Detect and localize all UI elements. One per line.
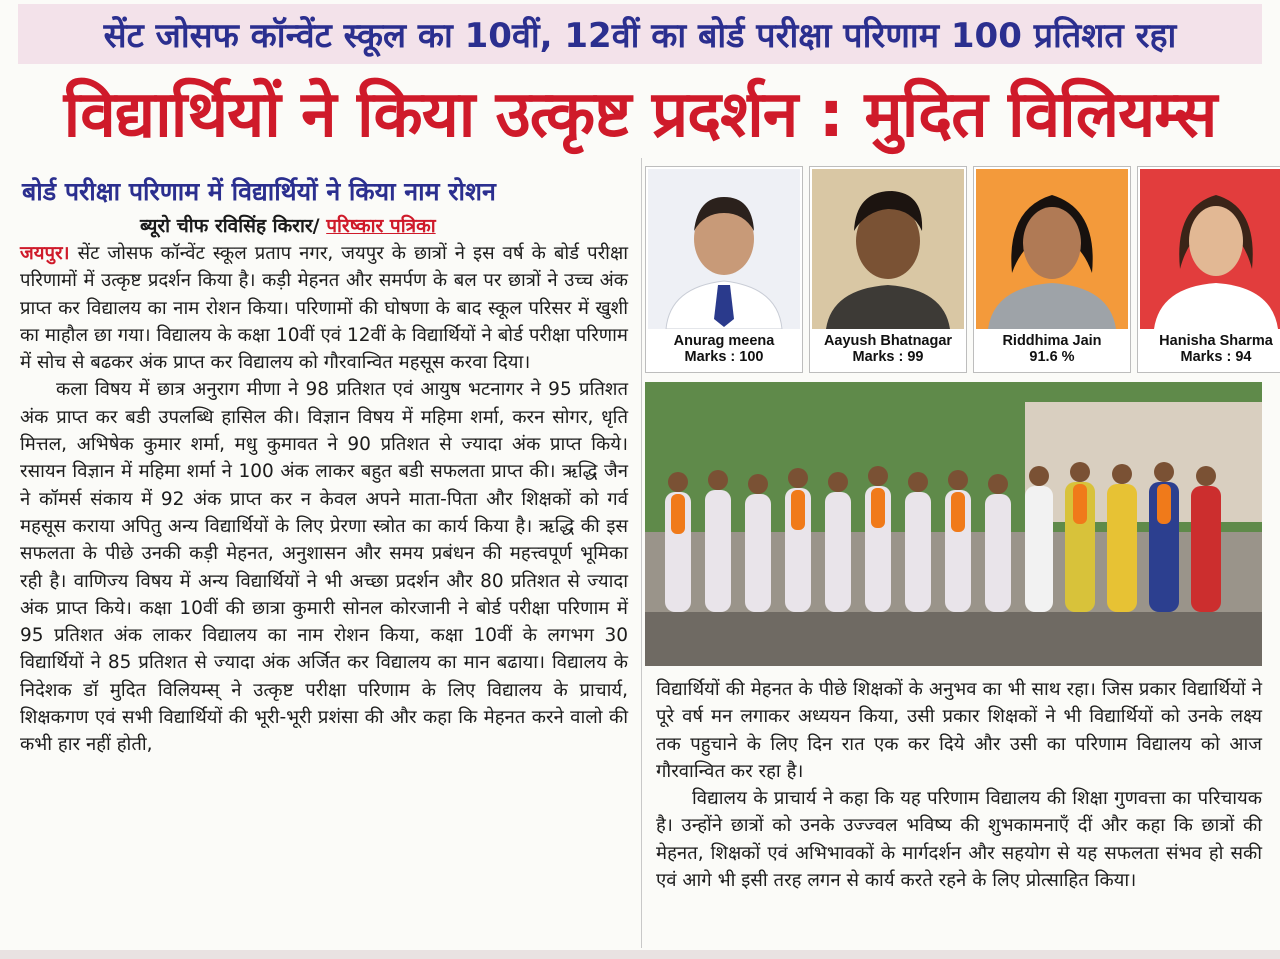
- student-name: Aayush Bhatnagar: [823, 333, 953, 349]
- photo-caption: [674, 333, 775, 365]
- article-right-column: [656, 676, 1262, 894]
- student-score: Marks : 100: [684, 349, 764, 365]
- publication-name: परिष्कार पत्रिका: [326, 215, 436, 237]
- photo-card: [1137, 166, 1280, 373]
- main-headline-block: [18, 70, 1262, 152]
- photo-caption: [1002, 333, 1101, 365]
- group-photo: [645, 382, 1262, 666]
- article-paragraph: [20, 240, 628, 376]
- student-portrait: [812, 169, 964, 329]
- page-bottom-strip: [0, 950, 1280, 959]
- photo-caption: [824, 333, 952, 365]
- student-portrait: [1140, 169, 1280, 329]
- student-name: Anurag meena: [673, 333, 775, 349]
- photo-card: [645, 166, 803, 373]
- kicker-banner: [18, 4, 1262, 64]
- dateline-place: जयपुर।: [20, 243, 70, 264]
- student-name: Riddhima Jain: [1002, 333, 1102, 349]
- student-portrait: [976, 169, 1128, 329]
- sub-headline: बोर्ड परीक्षा परिणाम में विद्यार्थियों ने किया नाम रोशन: [22, 177, 496, 206]
- paragraph-text: सेंट जोसफ कॉन्वेंट स्कूल प्रताप नगर, जयपुर के छात्रों ने इस वर्ष के बोर्ड परीक्षा परिणामों में उत्कृष्ट प्रदर्शन किया है। कड़ी मेहनत और समर्पण के बल पर छात्रों ने उच्च अंक प्राप्त कर विद्यालय का नाम रोशन किया। परिणामों की घोषणा के बाद स्कूल परिसर में खुशी का माहौल छा गया। विद्यालय के कक्षा 10वीं एवं 12वीं के विद्यार्थियों ने बोर्ड परीक्षा परिणाम में सोच से बढकर अंक प्राप्त कर विद्यालय को गौरवान्वित महसूस करवा दिया।: [20, 243, 628, 374]
- article-paragraph: कला विषय में छात्र अनुराग मीणा ने 98 प्रतिशत एवं आयुष भटनागर ने 95 प्रतिशत अंक प्राप्त कर बडी उपलब्धि हासिल की। विज्ञान विषय में महिमा शर्मा, करन सोगर, धृति मित्तल, अभिषेक कुमार शर्मा, मधु कुमावत ने 90 प्रतिशत से ज्यादा अंक प्राप्त किये। रसायन विज्ञान में महिमा शर्मा ने 100 अंक लाकर बहुत बडी सफलता प्राप्त की। ऋद्धि जैन ने कॉमर्स संकाय में 92 अंक प्राप्त कर न केवल अपने माता-पिता और शिक्षकों को गर्व महसूस कराया अपितु अन्य विद्यार्थियों के लिए प्रेरणा स्त्रोत का कार्य किया है। ऋद्धि की इस सफलता के पीछे उनकी कड़ी मेहनत, अनुशासन और समय प्रबंधन की महत्त्वपूर्ण भूमिका रही है। वाणिज्य विषय में अन्य विद्यार्थियों ने भी अच्छा प्रदर्शन और 80 प्रतिशत से ज्यादा अंक प्राप्त किये। कक्षा 10वीं की छात्रा कुमारी सोनल कोरजानी ने बोर्ड परीक्षा परिणाम में 95 प्रतिशत अंक लाकर विद्यालय का नाम रोशन किया, कक्षा 10वीं के लगभग 30 विद्यार्थियों ने 85 प्रतिशत से ज्यादा अंक अर्जित कर विद्यालय का मान बढाया। विद्यालय के निदेशक डॉ मुदित विलियम्स् ने उत्कृष्ट परीक्षा परिणाम के लिए विद्यालय के प्राचार्य, शिक्षकगण एवं सभी विद्यार्थियों की भूरी-भूरी प्रशंसा की और कहा कि मेहनत करने वालो की कभी हार नहीं होती,: [20, 379, 628, 756]
- article-left-column: [20, 240, 628, 759]
- student-score: Marks : 94: [1180, 349, 1252, 365]
- byline-author: ब्यूरो चीफ रविसिंह किरार/: [140, 215, 320, 237]
- photo-card: [973, 166, 1131, 373]
- topper-photos: [645, 166, 1280, 373]
- article-paragraph: विद्यालय के प्राचार्य ने कहा कि यह परिणाम विद्यालय की शिक्षा गुणवत्ता का परिचायक है। उन्होंने छात्रों को उनके उज्ज्वल भविष्य की शुभकामनाएँ दीं और कहा कि छात्रों की मेहनत, शिक्षकों एवं अभिभावकों के मार्गदर्शन और सहयोग से यह सफलता संभव हो सकी एवं आगे भी इसी तरह लगन से कार्य करते रहने के लिए प्रोत्साहित किया।: [656, 788, 1262, 892]
- photo-caption: [1159, 333, 1273, 365]
- byline: [140, 212, 436, 238]
- column-divider: [641, 158, 642, 948]
- main-headline: विद्यार्थियों ने किया उत्कृष्ट प्रदर्शन : मुदित विलियम्स: [63, 77, 1217, 152]
- article-paragraph: विद्यार्थियों की मेहनत के पीछे शिक्षकों के अनुभव का भी साथ रहा। जिस प्रकार विद्यार्थियों ने पूरे वर्ष मन लगाकर अध्ययन किया, उसी प्रकार शिक्षकों ने भी विद्यार्थियों को उनके लक्ष्य तक पहुचाने के लिए दिन रात एक कर दिये और उसी का परिणाम विद्यालय को आज गौरवान्वित कर रहा है।: [656, 679, 1262, 782]
- student-name: Hanisha Sharma: [1159, 333, 1273, 349]
- photo-card: [809, 166, 967, 373]
- student-score: Marks : 99: [852, 349, 924, 365]
- kicker-headline: सेंट जोसफ कॉन्वेंट स्कूल का 10वीं, 12वीं का बोर्ड परीक्षा परिणाम 100 प्रतिशत रहा: [103, 16, 1177, 56]
- student-portrait: [648, 169, 800, 329]
- student-score: 91.6 %: [1029, 349, 1075, 365]
